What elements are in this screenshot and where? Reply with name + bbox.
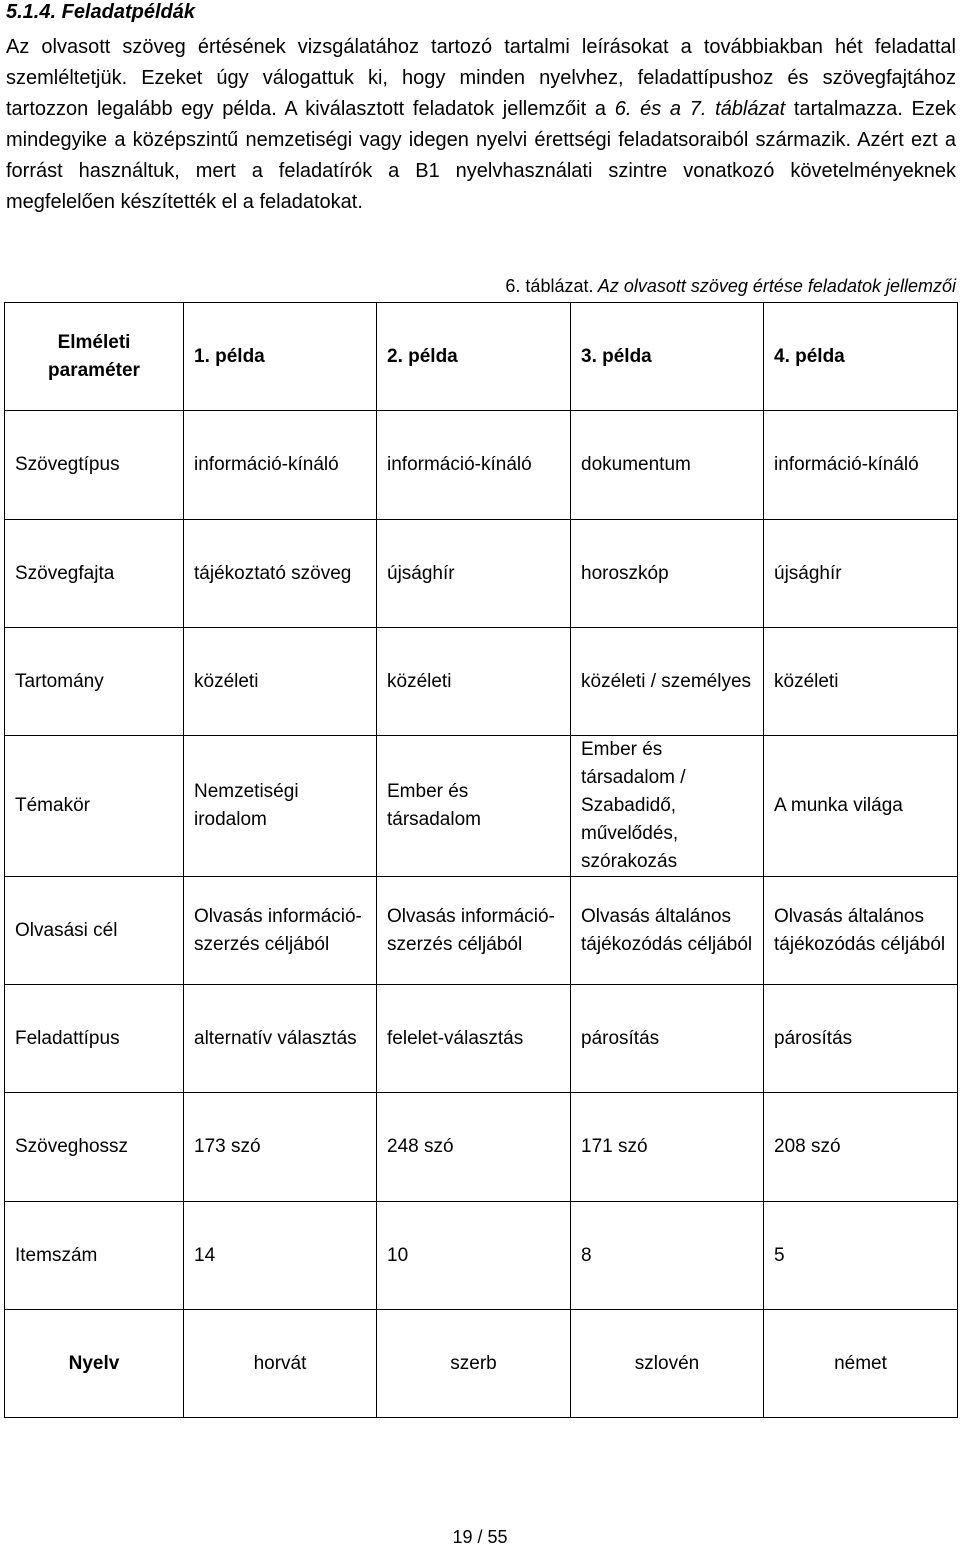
- table-row-temakor: [5, 736, 958, 877]
- table-cell: Ember és társadalom: [377, 736, 571, 877]
- table-cell: szlovén: [571, 1310, 764, 1418]
- header-cell-example-2: 2. példa: [377, 303, 571, 411]
- row-label: Tartomány: [5, 628, 184, 736]
- table-cell: Olvasás információ-szerzés céljából: [184, 877, 377, 985]
- row-label: Szöveghossz: [5, 1093, 184, 1202]
- table-cell: Nemzetiségi irodalom: [184, 736, 377, 877]
- header-cell-param: Elméleti paraméter: [5, 303, 184, 411]
- table-cell: párosítás: [764, 985, 958, 1093]
- row-label: Nyelv: [5, 1310, 184, 1418]
- table-cell: újsághír: [377, 520, 571, 628]
- table-cell: Ember és társadalom / Szabadidő, művelődés, szórakozás: [571, 736, 764, 877]
- section-heading: 5.1.4. Feladatpéldák: [6, 1, 195, 23]
- table-row-szovegfajta: [5, 520, 958, 628]
- table-cell: horoszkóp: [571, 520, 764, 628]
- table-row-feladattipus: [5, 985, 958, 1093]
- header-cell-example-4: 4. példa: [764, 303, 958, 411]
- row-label: Szövegtípus: [5, 411, 184, 520]
- table-cell: felelet-választás: [377, 985, 571, 1093]
- table-cell: Olvasás általános tájékozódás céljából: [571, 877, 764, 985]
- header-cell-example-1: 1. példa: [184, 303, 377, 411]
- table-cell: 248 szó: [377, 1093, 571, 1202]
- row-label: Feladattípus: [5, 985, 184, 1093]
- table-row-tartomany: [5, 628, 958, 736]
- table-cell: közéleti: [184, 628, 377, 736]
- table-cell: 171 szó: [571, 1093, 764, 1202]
- table-row-szoveghossz: [5, 1093, 958, 1202]
- table-cell: információ-kínáló: [377, 411, 571, 520]
- table-caption-number: 6. táblázat.: [505, 276, 594, 296]
- table-cell: Olvasás információ-szerzés céljából: [377, 877, 571, 985]
- intro-paragraph: [6, 32, 956, 218]
- table-cell: 5: [764, 1202, 958, 1310]
- table-cell: Olvasás általános tájékozódás céljából: [764, 877, 958, 985]
- paragraph-text-1: Az olvasott szöveg értésének vizsgálatához tartozó tartalmi leírásokat a továbbiakban hét feladattal szemléltetjük. Ezeket úgy válogattuk ki, hogy minden nyelvhez, feladattípushoz és szövegfajtához tartozzon legalább egy példa. A kiválasztott feladatok jellemzőit a: [6, 36, 956, 120]
- table-cell: tájékoztató szöveg: [184, 520, 377, 628]
- table-header-row: [5, 303, 958, 411]
- characteristics-table: [4, 302, 958, 1418]
- table-cell: információ-kínáló: [764, 411, 958, 520]
- table-caption: [505, 272, 956, 300]
- table-cell: horvát: [184, 1310, 377, 1418]
- table-row-olvasasi-cel: [5, 877, 958, 985]
- table-cell: német: [764, 1310, 958, 1418]
- table-row-nyelv: [5, 1310, 958, 1418]
- table-row-itemszam: [5, 1202, 958, 1310]
- table-cell: párosítás: [571, 985, 764, 1093]
- paragraph-text-2: tartalmazza. Ezek mindegyike a középszintű nemzetiségi vagy idegen nyelvi érettségi feladatsoraiból származik. Azért ezt a forrást használtuk, mert a feladatírók a B1 nyelvhasználati szintre vonatkozó követelményeknek megfelelően készítették el a feladatokat.: [6, 98, 956, 213]
- table-cell: 173 szó: [184, 1093, 377, 1202]
- row-label: Szövegfajta: [5, 520, 184, 628]
- table-reference: 6. és a 7. táblázat: [614, 98, 786, 120]
- table-cell: A munka világa: [764, 736, 958, 877]
- table-cell: információ-kínáló: [184, 411, 377, 520]
- table-cell: alternatív választás: [184, 985, 377, 1093]
- table-cell: szerb: [377, 1310, 571, 1418]
- table-row-szovegtipus: [5, 411, 958, 520]
- row-label: Témakör: [5, 736, 184, 877]
- table-cell: közéleti / személyes: [571, 628, 764, 736]
- table-cell: újsághír: [764, 520, 958, 628]
- table-caption-title: Az olvasott szöveg értése feladatok jellemzői: [593, 276, 956, 296]
- table-cell: közéleti: [764, 628, 958, 736]
- table-cell: 208 szó: [764, 1093, 958, 1202]
- table-cell: 10: [377, 1202, 571, 1310]
- row-label: Olvasási cél: [5, 877, 184, 985]
- table-cell: 14: [184, 1202, 377, 1310]
- page-number: 19 / 55: [452, 1527, 508, 1547]
- header-cell-example-3: 3. példa: [571, 303, 764, 411]
- table-cell: közéleti: [377, 628, 571, 736]
- row-label: Itemszám: [5, 1202, 184, 1310]
- table-cell: dokumentum: [571, 411, 764, 520]
- table-cell: 8: [571, 1202, 764, 1310]
